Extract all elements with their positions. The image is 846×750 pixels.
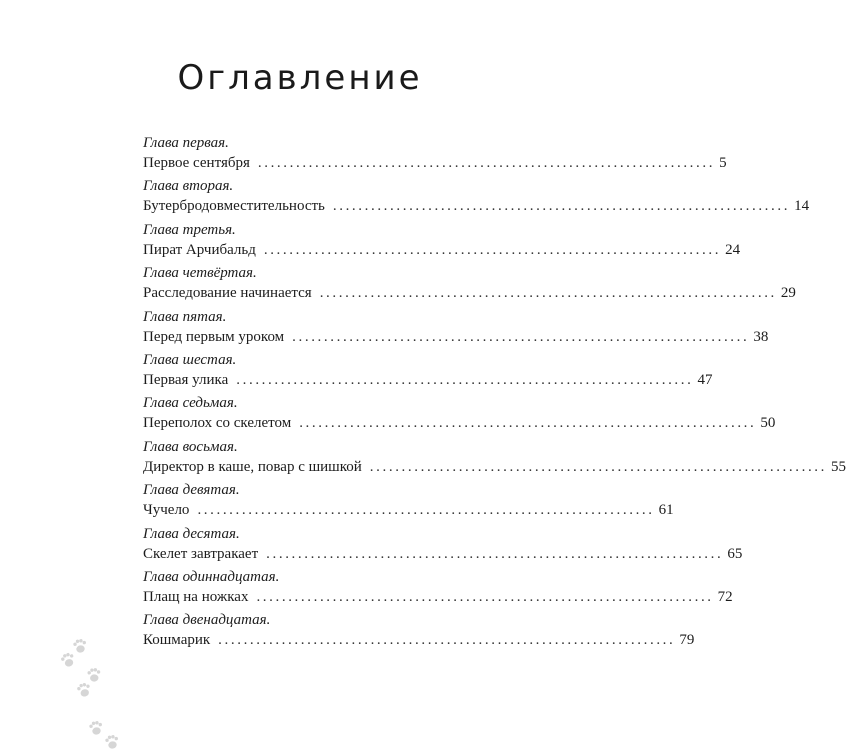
dot-leader: ........................................................................ (266, 545, 724, 562)
dot-leader: ........................................................................ (299, 415, 757, 432)
page-number: 14 (794, 198, 810, 215)
chapter-title: Директор в каше, повар с шишкой (143, 458, 362, 475)
page-number: 72 (717, 588, 733, 605)
chapter-title: Первая улика (143, 371, 229, 388)
page-number: 79 (679, 632, 695, 649)
dot-leader: ........................................................................ (292, 328, 750, 345)
toc-entry[interactable] (143, 177, 810, 220)
chapter-title: Переполох со скелетом (143, 415, 292, 432)
dot-leader: ........................................................................ (263, 241, 722, 258)
chapter-title: Бутербродовместительность (143, 198, 325, 215)
chapter-line (143, 327, 769, 347)
chapter-title: Скелет завтракает (143, 545, 259, 562)
chapter-title: Плащ на ножках (143, 588, 249, 605)
page-number: 61 (658, 502, 674, 519)
toc-entry[interactable] (143, 134, 727, 177)
toc-entry[interactable] (143, 308, 769, 351)
page-number: 65 (727, 545, 743, 562)
page-title: Оглавление (177, 58, 423, 98)
dot-leader: ........................................................................ (236, 371, 694, 388)
chapter-number: Глава девятая. (143, 482, 240, 499)
chapter-number: Глава четвёртая. (143, 265, 257, 282)
chapter-line (143, 630, 695, 650)
chapter-title: Расследование начинается (143, 285, 312, 302)
chapter-number: Глава пятая. (143, 308, 227, 325)
toc-entry[interactable] (143, 568, 733, 611)
chapter-title: Кошмарик (143, 632, 211, 649)
toc-entry[interactable] (143, 221, 741, 264)
dot-leader: ........................................................................ (197, 502, 655, 519)
page-number: 55 (831, 458, 846, 475)
toc-entry[interactable] (143, 438, 846, 481)
dot-leader: ........................................................................ (257, 155, 716, 171)
dot-leader: ........................................................................ (332, 198, 791, 215)
chapter-line (143, 196, 810, 216)
chapter-number: Глава вторая. (143, 178, 234, 195)
chapter-number: Глава шестая. (143, 351, 237, 368)
toc-entry[interactable] (143, 611, 695, 654)
dot-leader: ........................................................................ (256, 588, 714, 605)
table-of-contents (143, 134, 846, 655)
chapter-number: Глава восьмая. (143, 438, 238, 455)
chapter-line (143, 457, 846, 477)
chapter-title: Первое сентября (143, 155, 250, 171)
chapter-number: Глава одиннадцатая. (143, 568, 280, 585)
page-number: 29 (780, 285, 796, 302)
dot-leader: ........................................................................ (319, 285, 777, 302)
chapter-number: Глава первая. (143, 135, 229, 151)
chapter-line (143, 240, 741, 260)
toc-entry[interactable] (143, 394, 776, 437)
toc-entry[interactable] (143, 525, 743, 568)
chapter-number: Глава третья. (143, 221, 236, 238)
dot-leader: ........................................................................ (218, 632, 676, 649)
chapter-number: Глава десятая. (143, 525, 240, 542)
chapter-line (143, 153, 727, 173)
chapter-line (143, 283, 796, 303)
chapter-number: Глава седьмая. (143, 395, 238, 412)
chapter-number: Глава двенадцатая. (143, 612, 271, 629)
chapter-line (143, 544, 743, 564)
toc-entry[interactable] (143, 481, 674, 524)
page-number: 38 (753, 328, 769, 345)
page-number: 24 (725, 241, 741, 258)
chapter-title: Перед первым уроком (143, 328, 285, 345)
page-number: 5 (719, 155, 727, 171)
toc-entry[interactable] (143, 264, 796, 307)
chapter-line (143, 413, 776, 433)
page-number: 47 (697, 371, 713, 388)
chapter-line (143, 370, 713, 390)
chapter-line (143, 500, 674, 520)
chapter-title: Пират Арчибальд (143, 241, 256, 258)
chapter-title: Чучело (143, 502, 190, 519)
dot-leader: ........................................................................ (369, 458, 827, 475)
chapter-line (143, 587, 733, 607)
toc-entry[interactable] (143, 351, 713, 394)
page-number: 50 (760, 415, 776, 432)
